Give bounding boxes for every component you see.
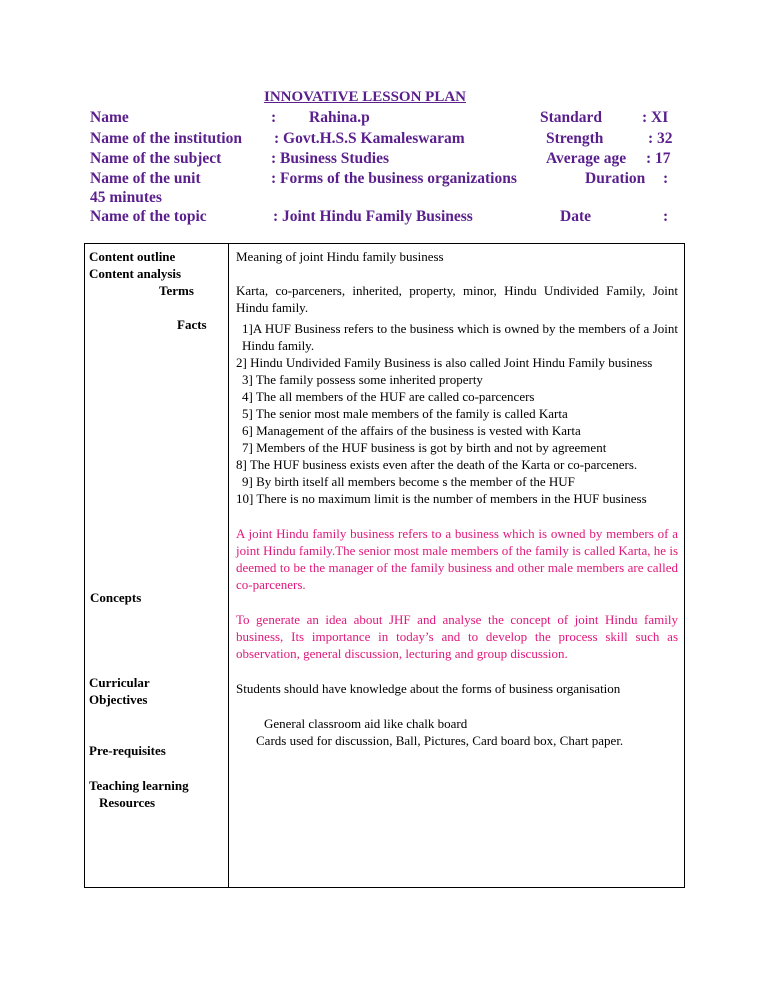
- topic-label: Name of the topic: [90, 208, 207, 225]
- objectives-label-2: Objectives: [89, 692, 148, 707]
- unit-label: Name of the unit: [90, 170, 201, 187]
- duration-separator: :: [663, 170, 669, 187]
- fact-item: 1]A HUF Business refers to the business which is owned by the members of a Joint Hindu family.: [242, 321, 678, 353]
- content-analysis-label: Content analysis: [89, 266, 182, 281]
- name-value: Rahina.p: [309, 109, 370, 126]
- fact-item: 9] By birth itself all members become s the member of the HUF: [242, 474, 575, 489]
- subject-label: Name of the subject: [90, 150, 222, 167]
- fact-item: 5] The senior most male members of the family is called Karta: [242, 406, 568, 421]
- fact-item: 3] The family possess some inherited property: [242, 372, 483, 387]
- duration-label: Duration: [585, 170, 646, 187]
- fact-item: 8] The HUF business exists even after the death of the Karta or co-parceners.: [236, 457, 638, 472]
- lesson-plan-table: [84, 243, 685, 888]
- content-outline-label: Content outline: [89, 249, 176, 264]
- standard-value: : XI: [642, 109, 669, 126]
- fact-item: 7] Members of the HUF business is got by birth and not by agreement: [242, 440, 607, 455]
- prerequisites-label: Pre-requisites: [89, 743, 166, 758]
- age-label: Average age: [546, 150, 627, 167]
- prerequisites-value: Students should have knowledge about the forms of business organisation: [236, 681, 621, 696]
- label-column: [85, 244, 229, 888]
- topic-value: : Joint Hindu Family Business: [273, 208, 473, 225]
- concepts-label: Concepts: [90, 590, 142, 605]
- terms-label: Terms: [159, 283, 194, 298]
- fact-item: 6] Management of the affairs of the business is vested with Karta: [242, 423, 581, 438]
- objectives-value: To generate an idea about JHF and analyse the concept of joint Hindu family business, Its importance in today’s and to develop the process skill such as observation, general discussion, lecturing and group discussion.: [236, 612, 678, 661]
- fact-item: 2] Hindu Undivided Family Business is also called Joint Hindu Family business: [236, 355, 653, 370]
- objectives-label: Curricular: [89, 675, 150, 690]
- resources-label-2: Resources: [99, 795, 156, 810]
- name-separator: :: [271, 109, 277, 126]
- fact-item: 10] There is no maximum limit is the number of members in the HUF business: [236, 491, 647, 506]
- resources-line-1: General classroom aid like chalk board: [264, 716, 468, 731]
- resources-label: Teaching learning: [89, 778, 189, 793]
- unit-value: : Forms of the business organizations: [271, 170, 517, 187]
- age-value: : 17: [646, 150, 671, 167]
- fact-item: 4] The all members of the HUF are called co-parcencers: [242, 389, 535, 404]
- duration-value: 45 minutes: [90, 189, 162, 206]
- content-column: [229, 244, 685, 888]
- concepts-value: A joint Hindu family business refers to a business which is owned by members of a joint Hindu family.The senior most male members of the family is called Karta, he is deemed to be the manager of the family business and other male members are called co-parceners.: [236, 526, 678, 592]
- standard-label: Standard: [540, 109, 603, 126]
- date-label: Date: [560, 208, 591, 225]
- strength-label: Strength: [546, 130, 604, 147]
- subject-value: : Business Studies: [271, 150, 390, 167]
- resources-line-2: Cards used for discussion, Ball, Pictures, Card board box, Chart paper.: [256, 733, 624, 748]
- name-label: Name: [90, 109, 129, 126]
- strength-value: : 32: [648, 130, 673, 147]
- institution-label: Name of the institution: [90, 130, 242, 147]
- content-outline-value: Meaning of joint Hindu family business: [236, 249, 444, 264]
- facts-label: Facts: [177, 317, 207, 332]
- institution-value: : Govt.H.S.S Kamaleswaram: [274, 130, 465, 147]
- page-title: INNOVATIVE LESSON PLAN: [264, 89, 466, 105]
- terms-value: Karta, co-parceners, inherited, property, minor, Hindu Undivided Family, Joint Hindu family.: [236, 283, 678, 315]
- date-separator: :: [663, 208, 669, 225]
